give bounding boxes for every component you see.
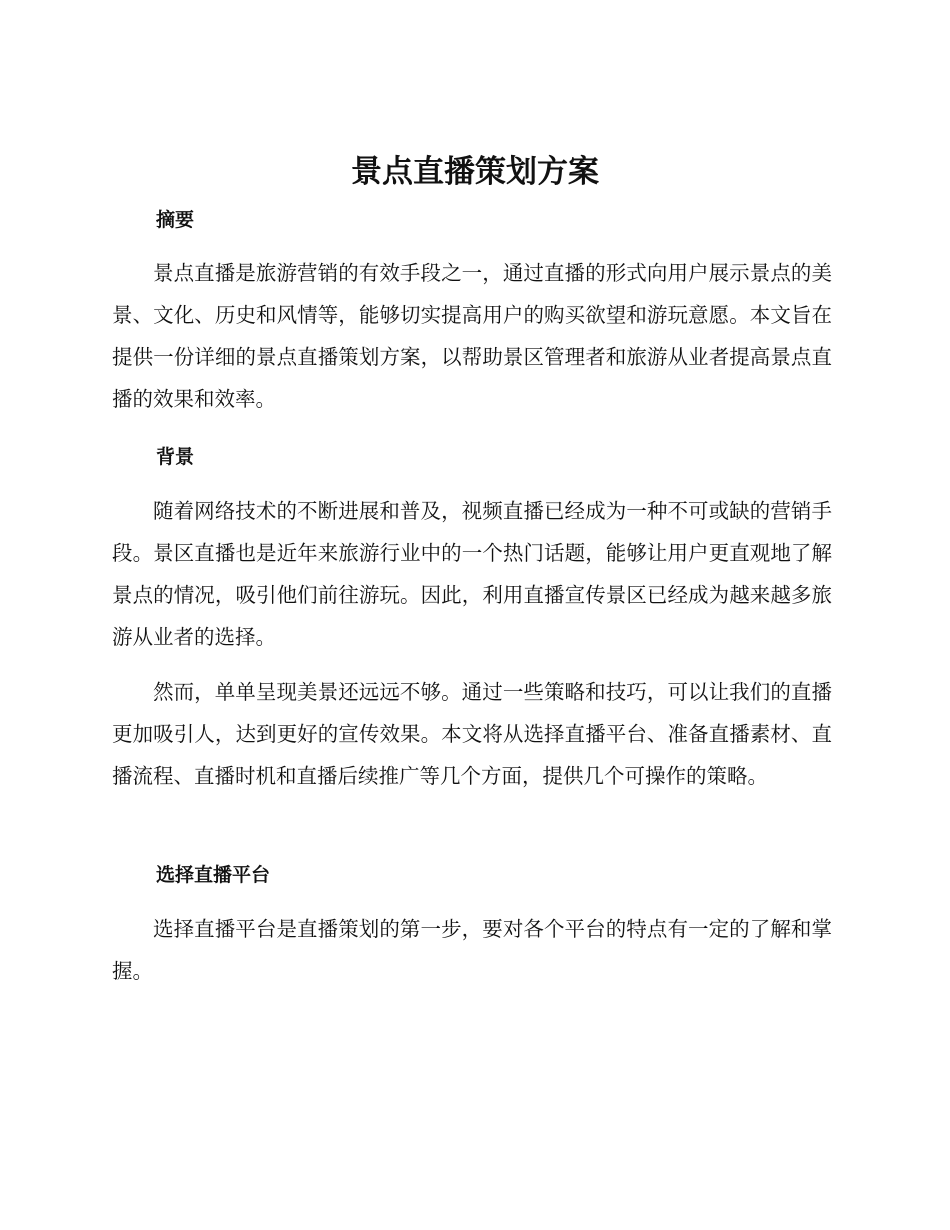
section-heading-platform: 选择直播平台 — [156, 864, 271, 886]
paragraph-background-1: 随着网络技术的不断进展和普及，视频直播已经成为一种不可或缺的营销手段。景区直播也是近年来旅游行业中的一个热门话题，能够让用户更直观地了解景点的情况，吸引他们前往游玩。因此，利用直播宣传景区已经成为越来越多旅游从业者的选择。 — [112, 499, 832, 649]
paragraph-background-2: 然而，单单呈现美景还远远不够。通过一些策略和技巧，可以让我们的直播更加吸引人，达到更好的宣传效果。本文将从选择直播平台、准备直播素材、直播流程、直播时机和直播后续推广等几个方面，提供几个可操作的策略。 — [112, 680, 832, 788]
document-title: 景点直播策划方案 — [351, 154, 599, 190]
section-heading-background: 背景 — [156, 446, 195, 468]
paragraph-abstract: 景点直播是旅游营销的有效手段之一，通过直播的形式向用户展示景点的美景、文化、历史和风情等，能够切实提高用户的购买欲望和游玩意愿。本文旨在提供一份详细的景点直播策划方案，以帮助景区管理者和旅游从业者提高景点直播的效果和效率。 — [112, 261, 832, 411]
paragraph-platform: 选择直播平台是直播策划的第一步，要对各个平台的特点有一定的了解和掌握。 — [112, 917, 832, 983]
section-heading-abstract: 摘要 — [156, 209, 195, 231]
